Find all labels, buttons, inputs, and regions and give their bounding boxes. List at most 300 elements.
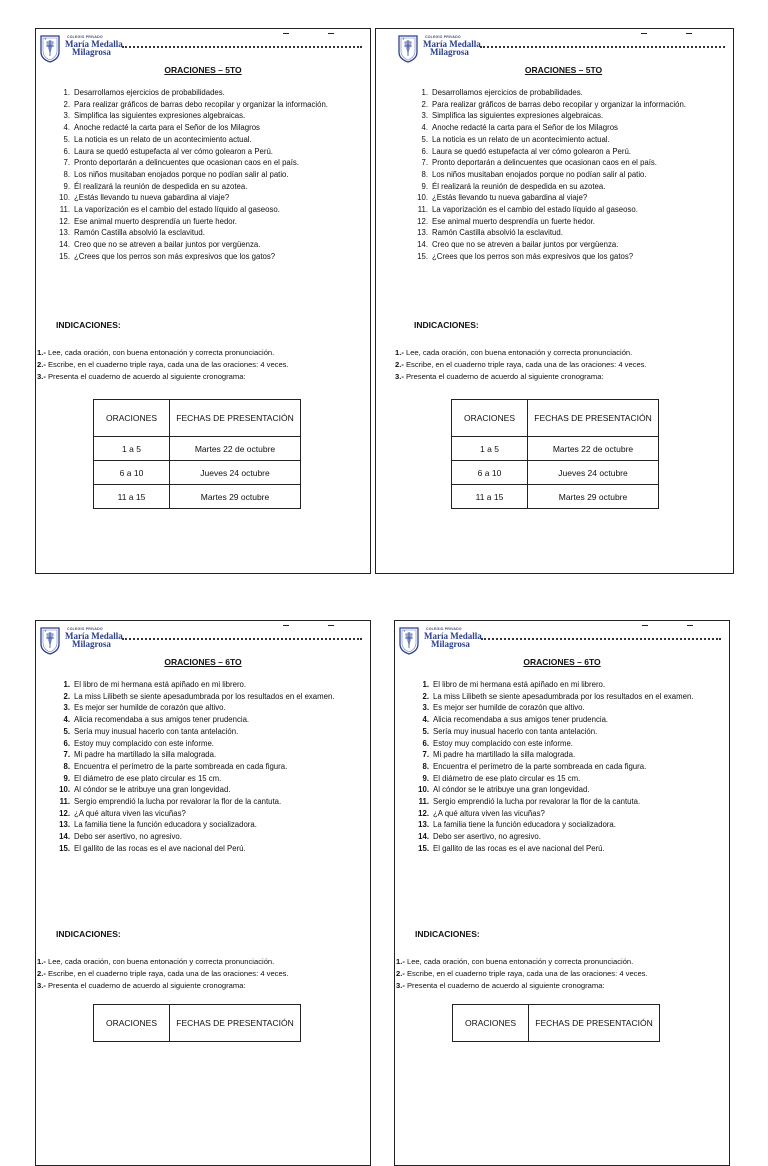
school-name-line1: María Medalla xyxy=(65,631,123,641)
sentence-number: 12. xyxy=(59,808,70,818)
school-name xyxy=(423,40,481,56)
sentence-text: Al cóndor se le atribuye una gran longevidad. xyxy=(74,785,231,795)
sentence-number: 7. xyxy=(421,158,428,168)
sentence-text: Creo que no se atreven a bailar juntos por vergüenza. xyxy=(432,240,619,250)
sentence-item xyxy=(56,87,362,99)
sentence-number: 10. xyxy=(418,785,429,795)
step-text: Presenta el cuaderno de acuerdo al siguiente cronograma: xyxy=(45,980,246,990)
sentence-item xyxy=(56,251,362,263)
sentence-text: Encuentra el perímetro de la parte sombreada en cada figura. xyxy=(433,761,647,771)
sentence-text: Ese animal muerto desprendía un fuerte hedor. xyxy=(432,216,595,226)
sentence-number: 1. xyxy=(63,680,70,689)
table-cell-date: Martes 29 octubre xyxy=(170,485,301,509)
col-header-oraciones: ORACIONES xyxy=(453,1005,529,1042)
sentence-item xyxy=(415,784,721,796)
sentence-text: Encuentra el perímetro de la parte sombreada en cada figura. xyxy=(74,761,288,771)
school-name-line2: Milagrosa xyxy=(431,639,470,649)
sentence-text: ¿Crees que los perros son más expresivos que los gatos? xyxy=(432,251,634,261)
sentence-number: 12. xyxy=(418,808,429,818)
sentence-number: 6. xyxy=(63,146,70,156)
sentence-number: 2. xyxy=(421,99,428,109)
sentence-item xyxy=(56,761,362,773)
table-header-row xyxy=(94,1005,301,1042)
sentence-item xyxy=(56,192,362,204)
sentence-number: 12. xyxy=(417,216,428,226)
sentence-text: Ramón Castilla absolvió la esclavitud. xyxy=(432,228,563,238)
sentence-item xyxy=(56,831,362,843)
sentence-text: Él realizará la reunión de despedida en su azotea. xyxy=(74,181,248,191)
school-header xyxy=(397,625,725,661)
sentence-text: Creo que no se atreven a bailar juntos por vergüenza. xyxy=(74,240,261,250)
indication-step xyxy=(396,968,727,980)
table-cell-range: 1 a 5 xyxy=(94,437,170,461)
sentence-text: La miss Lilibeth se siente apesadumbrada por los resultados en el examen. xyxy=(74,691,335,701)
dotted-line xyxy=(122,46,362,48)
school-name-line2: Milagrosa xyxy=(430,47,469,57)
sentence-number: 4. xyxy=(421,123,428,133)
svg-text:✦: ✦ xyxy=(44,629,47,633)
step-number: 3.- xyxy=(37,980,46,990)
school-type-label: COLEGIO PRIVADO xyxy=(426,627,462,631)
sentence-text: Pronto deportarán a delincuentes que ocasionan caos en el país. xyxy=(432,158,657,168)
school-crest-icon xyxy=(398,626,420,655)
worksheet-panel xyxy=(394,620,730,1166)
schedule-table xyxy=(451,399,659,509)
school-crest xyxy=(39,626,61,655)
table-cell-range: 6 a 10 xyxy=(452,461,528,485)
sentence-number: 9. xyxy=(421,181,428,191)
school-crest xyxy=(397,34,419,63)
worksheet-title: ORACIONES – 6TO xyxy=(164,657,242,667)
sentence-list xyxy=(414,87,725,263)
step-number: 3.- xyxy=(395,371,404,381)
sentence-number: 9. xyxy=(422,773,429,783)
sentence-text: Pronto deportarán a delincuentes que ocasionan caos en el país. xyxy=(74,158,299,168)
indication-step xyxy=(395,347,731,359)
sentence-text: Alicia recomendaba a sus amigos tener prudencia. xyxy=(74,715,250,725)
step-text: Escribe, en el cuaderno triple raya, cada una de las oraciones: 4 veces. xyxy=(404,968,648,978)
sentence-text: Anoche redacté la carta para el Señor de los Milagros xyxy=(74,123,260,133)
sentence-item xyxy=(56,691,362,703)
worksheet-title: ORACIONES – 5TO xyxy=(164,65,242,75)
sentence-number: 3. xyxy=(421,111,428,121)
sentence-number: 9. xyxy=(63,773,70,783)
school-name-line1: María Medalla xyxy=(423,39,481,49)
indication-step xyxy=(396,980,727,992)
svg-text:✦: ✦ xyxy=(402,37,405,41)
panel-divider xyxy=(375,28,394,574)
sentence-number: 10. xyxy=(417,193,428,203)
sentence-text: Él realizará la reunión de despedida en su azotea. xyxy=(432,181,606,191)
sentence-item xyxy=(56,227,362,239)
sentence-item xyxy=(415,726,721,738)
sentence-item xyxy=(415,773,721,785)
sentence-item xyxy=(415,679,721,691)
sentence-text: Anoche redacté la carta para el Señor de los Milagros xyxy=(432,123,618,133)
sentence-item xyxy=(56,796,362,808)
indications-heading: INDICACIONES: xyxy=(56,929,121,939)
sentence-item xyxy=(414,134,725,146)
sentence-item xyxy=(414,99,725,111)
sentence-text: ¿A qué altura viven las vicuñas? xyxy=(433,808,545,818)
sentence-number: 6. xyxy=(63,738,70,748)
indications-heading: INDICACIONES: xyxy=(414,320,479,330)
sentence-number: 5. xyxy=(422,726,429,736)
sentence-text: La vaporización es el cambio del estado líquido al gaseoso. xyxy=(74,205,280,215)
school-crest-icon xyxy=(39,34,61,63)
sentence-number: 1. xyxy=(63,88,70,97)
dotted-line xyxy=(122,638,362,640)
worksheet-panel xyxy=(35,28,371,574)
sentence-item xyxy=(56,819,362,831)
sentence-text: ¿Estás llevando tu nueva gabardina al viaje? xyxy=(74,193,230,203)
svg-text:✦: ✦ xyxy=(44,37,47,41)
table-cell-date: Jueves 24 octubre xyxy=(528,461,659,485)
sentence-item xyxy=(415,819,721,831)
sentence-text: Los niños musitaban enojados porque no podían salir al patio. xyxy=(74,169,289,179)
step-number: 2.- xyxy=(37,968,46,978)
sentence-item xyxy=(56,843,362,855)
sentence-text: Mi padre ha martillado la silla malograda. xyxy=(74,750,217,760)
sentence-item xyxy=(56,122,362,134)
sentence-number: 4. xyxy=(63,715,70,725)
sentence-number: 7. xyxy=(422,750,429,760)
school-header xyxy=(38,33,366,69)
sentence-item xyxy=(414,239,725,251)
sentence-item xyxy=(414,251,725,263)
school-header xyxy=(396,33,729,69)
sentence-item xyxy=(56,239,362,251)
sentence-number: 3. xyxy=(422,703,429,713)
school-name-line2: Milagrosa xyxy=(72,639,111,649)
sentence-number: 13. xyxy=(59,820,70,830)
sentence-number: 3. xyxy=(63,111,70,121)
sentence-text: Laura se quedó estupefacta al ver cómo golearon a Perú. xyxy=(74,146,273,156)
schedule-table xyxy=(452,1004,660,1042)
sentence-number: 7. xyxy=(63,158,70,168)
sentence-item xyxy=(414,216,725,228)
sentence-number: 5. xyxy=(63,134,70,144)
sentence-number: 8. xyxy=(422,761,429,771)
school-name-line1: María Medalla xyxy=(424,631,482,641)
sentence-text: El gallito de las rocas es el ave nacional del Perú. xyxy=(433,843,605,853)
sentence-item xyxy=(414,181,725,193)
table-cell-range: 1 a 5 xyxy=(452,437,528,461)
sentence-item xyxy=(56,738,362,750)
sentence-item xyxy=(415,831,721,843)
sentence-item xyxy=(56,169,362,181)
col-header-fechas: FECHAS DE PRESENTACIÓN xyxy=(529,1005,660,1042)
school-name-line2: Milagrosa xyxy=(72,47,111,57)
sentence-item xyxy=(414,192,725,204)
table-cell-range: 6 a 10 xyxy=(94,461,170,485)
school-header xyxy=(38,625,366,661)
sentence-text: ¿Estás llevando tu nueva gabardina al viaje? xyxy=(432,193,588,203)
table-cell-date: Martes 22 de octubre xyxy=(528,437,659,461)
sentence-text: El diámetro de ese plato circular es 15 cm. xyxy=(74,773,222,783)
sentence-item xyxy=(415,714,721,726)
col-header-oraciones: ORACIONES xyxy=(452,400,528,437)
sentence-number: 15. xyxy=(59,251,70,261)
sentence-number: 7. xyxy=(63,750,70,760)
sentence-list xyxy=(56,87,362,263)
sentence-text: Estoy muy complacido con este informe. xyxy=(433,738,573,748)
school-type-label: COLEGIO PRIVADO xyxy=(425,35,461,39)
svg-text:✦: ✦ xyxy=(403,629,406,633)
indications-list xyxy=(37,956,368,991)
sentence-item xyxy=(56,99,362,111)
sentence-list xyxy=(415,679,721,855)
sentence-text: ¿A qué altura viven las vicuñas? xyxy=(74,808,186,818)
sentence-number: 13. xyxy=(417,228,428,238)
step-number: 1.- xyxy=(396,957,405,966)
sentence-number: 10. xyxy=(59,193,70,203)
sentence-text: Sería muy inusual hacerlo con tanta antelación. xyxy=(433,726,598,736)
sentence-item xyxy=(414,157,725,169)
worksheet-panel xyxy=(394,28,734,574)
indication-step xyxy=(37,371,368,383)
sentence-text: La familia tiene la función educadora y socializadora. xyxy=(74,820,257,830)
indication-step xyxy=(37,347,368,359)
sentence-number: 2. xyxy=(422,691,429,701)
step-text: Lee, cada oración, con buena entonación y correcta pronunciación. xyxy=(403,348,633,357)
table-cell-range: 11 a 15 xyxy=(94,485,170,509)
school-crest-icon xyxy=(397,34,419,63)
sentence-number: 8. xyxy=(421,169,428,179)
sentence-number: 15. xyxy=(59,843,70,853)
sentence-text: Los niños musitaban enojados porque no podían salir al patio. xyxy=(432,169,647,179)
step-number: 1.- xyxy=(37,348,46,357)
sentence-text: Sergio emprendió la lucha por revalorar la flor de la cantuta. xyxy=(433,797,641,807)
table-row xyxy=(94,437,301,461)
sentence-text: Desarrollamos ejercicios de probabilidades. xyxy=(74,88,225,97)
sentence-number: 3. xyxy=(63,703,70,713)
table-header-row xyxy=(453,1005,660,1042)
sentence-item xyxy=(56,157,362,169)
sentence-text: Ramón Castilla absolvió la esclavitud. xyxy=(74,228,205,238)
sentence-item xyxy=(56,204,362,216)
school-name xyxy=(424,632,482,648)
sentence-item xyxy=(414,146,725,158)
sentence-item xyxy=(56,784,362,796)
sentence-number: 1. xyxy=(421,88,428,97)
school-type-label: COLEGIO PRIVADO xyxy=(67,35,103,39)
school-crest xyxy=(398,626,420,655)
sentence-text: Ese animal muerto desprendía un fuerte hedor. xyxy=(74,216,237,226)
sentence-item xyxy=(415,691,721,703)
sentence-item xyxy=(414,122,725,134)
table-row xyxy=(94,485,301,509)
sentence-item xyxy=(56,749,362,761)
sentence-item xyxy=(414,87,725,99)
sentence-text: ¿Crees que los perros son más expresivos que los gatos? xyxy=(74,251,276,261)
worksheet-title: ORACIONES – 6TO xyxy=(523,657,601,667)
sentence-number: 15. xyxy=(418,843,429,853)
step-text: Presenta el cuaderno de acuerdo al siguiente cronograma: xyxy=(404,980,605,990)
step-number: 2.- xyxy=(396,968,405,978)
sentence-number: 11. xyxy=(59,205,70,215)
sentence-number: 4. xyxy=(63,123,70,133)
dotted-line xyxy=(481,638,721,640)
sentence-text: Sería muy inusual hacerlo con tanta antelación. xyxy=(74,726,239,736)
sentence-text: Desarrollamos ejercicios de probabilidades. xyxy=(432,88,583,97)
step-number: 2.- xyxy=(37,359,46,369)
sentence-text: Para realizar gráficos de barras debo recopilar y organizar la información. xyxy=(74,99,328,109)
sentence-item xyxy=(56,702,362,714)
indication-step xyxy=(395,359,731,371)
sentence-text: El gallito de las rocas es el ave nacional del Perú. xyxy=(74,843,246,853)
sentence-item xyxy=(415,796,721,808)
sentence-item xyxy=(56,146,362,158)
step-text: Lee, cada oración, con buena entonación y correcta pronunciación. xyxy=(45,957,275,966)
table-cell-date: Martes 29 octubre xyxy=(528,485,659,509)
sentence-number: 14. xyxy=(59,832,70,842)
step-number: 1.- xyxy=(395,348,404,357)
sentence-number: 11. xyxy=(417,205,428,215)
sentence-item xyxy=(414,169,725,181)
schedule-table xyxy=(93,399,301,509)
col-header-oraciones: ORACIONES xyxy=(94,400,170,437)
school-crest xyxy=(39,34,61,63)
indications-list xyxy=(395,347,731,382)
worksheet-title: ORACIONES – 5TO xyxy=(524,65,603,75)
sentence-text: Debo ser asertivo, no agresivo. xyxy=(433,832,541,842)
sentence-item xyxy=(56,110,362,122)
table-header-row xyxy=(94,400,301,437)
sentence-text: La familia tiene la función educadora y socializadora. xyxy=(433,820,616,830)
sentence-item xyxy=(56,134,362,146)
step-number: 1.- xyxy=(37,957,46,966)
sentence-text: Alicia recomendaba a sus amigos tener prudencia. xyxy=(433,715,609,725)
sentence-item xyxy=(56,726,362,738)
indication-step xyxy=(37,968,368,980)
sentence-number: 10. xyxy=(59,785,70,795)
sentence-number: 9. xyxy=(63,181,70,191)
schedule-table xyxy=(93,1004,301,1042)
sentence-item xyxy=(56,216,362,228)
step-text: Escribe, en el cuaderno triple raya, cada una de las oraciones: 4 veces. xyxy=(403,359,647,369)
sentence-number: 1. xyxy=(422,680,429,689)
sentence-item xyxy=(415,702,721,714)
sentence-text: La noticia es un relato de un acontecimiento actual. xyxy=(74,134,252,144)
sentence-item xyxy=(56,181,362,193)
indications-list xyxy=(37,347,368,382)
sentence-text: Sergio emprendió la lucha por revalorar la flor de la cantuta. xyxy=(74,797,282,807)
indications-list xyxy=(396,956,727,991)
sentence-item xyxy=(415,843,721,855)
step-number: 3.- xyxy=(37,371,46,381)
school-name-line1: María Medalla xyxy=(65,39,123,49)
sentence-text: Simplifica las siguientes expresiones algebraicas. xyxy=(74,111,246,121)
indication-step xyxy=(37,956,368,968)
sentence-item xyxy=(414,204,725,216)
sentence-text: El diámetro de ese plato circular es 15 cm. xyxy=(433,773,581,783)
sentence-text: Al cóndor se le atribuye una gran longevidad. xyxy=(433,785,590,795)
sentence-number: 13. xyxy=(418,820,429,830)
dotted-line xyxy=(480,46,725,48)
table-row xyxy=(452,437,659,461)
table-cell-date: Martes 22 de octubre xyxy=(170,437,301,461)
worksheet-panel xyxy=(35,620,371,1166)
school-crest-icon xyxy=(39,626,61,655)
sentence-item xyxy=(415,761,721,773)
sentence-number: 13. xyxy=(59,228,70,238)
indication-step xyxy=(37,980,368,992)
sentence-item xyxy=(415,808,721,820)
sentence-number: 11. xyxy=(418,797,429,807)
step-number: 2.- xyxy=(395,359,404,369)
step-number: 3.- xyxy=(396,980,405,990)
indication-step xyxy=(37,359,368,371)
sentence-text: Mi padre ha martillado la silla malograda. xyxy=(433,750,576,760)
sentence-item xyxy=(56,808,362,820)
sentence-item xyxy=(56,714,362,726)
school-type-label: COLEGIO PRIVADO xyxy=(67,627,103,631)
table-header-row xyxy=(452,400,659,437)
col-header-oraciones: ORACIONES xyxy=(94,1005,170,1042)
indications-heading: INDICACIONES: xyxy=(415,929,480,939)
col-header-fechas: FECHAS DE PRESENTACIÓN xyxy=(528,400,659,437)
sentence-text: Estoy muy complacido con este informe. xyxy=(74,738,214,748)
sentence-number: 8. xyxy=(63,169,70,179)
sentence-text: El libro de mi hermana está apiñado en mi librero. xyxy=(433,680,606,689)
sentence-text: La noticia es un relato de un acontecimiento actual. xyxy=(432,134,610,144)
sentence-text: El libro de mi hermana está apiñado en mi librero. xyxy=(74,680,247,689)
indication-step xyxy=(395,371,731,383)
sentence-number: 6. xyxy=(421,146,428,156)
school-name xyxy=(65,632,123,648)
sentence-number: 4. xyxy=(422,715,429,725)
table-row xyxy=(452,485,659,509)
table-row xyxy=(452,461,659,485)
sentence-text: Debo ser asertivo, no agresivo. xyxy=(74,832,182,842)
sentence-number: 14. xyxy=(417,240,428,250)
sentence-number: 11. xyxy=(59,797,70,807)
sentence-list xyxy=(56,679,362,855)
sentence-item xyxy=(56,773,362,785)
sentence-number: 14. xyxy=(418,832,429,842)
step-text: Escribe, en el cuaderno triple raya, cada una de las oraciones: 4 veces. xyxy=(45,968,289,978)
indication-step xyxy=(396,956,727,968)
step-text: Lee, cada oración, con buena entonación y correcta pronunciación. xyxy=(404,957,634,966)
sentence-item xyxy=(415,749,721,761)
indications-heading: INDICACIONES: xyxy=(56,320,121,330)
sentence-number: 2. xyxy=(63,99,70,109)
table-row xyxy=(94,461,301,485)
sentence-number: 2. xyxy=(63,691,70,701)
sentence-text: Es mejor ser humilde de corazón que altivo. xyxy=(74,703,226,713)
sentence-text: Simplifica las siguientes expresiones algebraicas. xyxy=(432,111,604,121)
sentence-text: La miss Lilibeth se siente apesadumbrada por los resultados en el examen. xyxy=(433,691,694,701)
col-header-fechas: FECHAS DE PRESENTACIÓN xyxy=(170,1005,301,1042)
sentence-text: Es mejor ser humilde de corazón que altivo. xyxy=(433,703,585,713)
sentence-text: Para realizar gráficos de barras debo recopilar y organizar la información. xyxy=(432,99,686,109)
sentence-item xyxy=(414,110,725,122)
step-text: Presenta el cuaderno de acuerdo al siguiente cronograma: xyxy=(45,371,246,381)
table-cell-range: 11 a 15 xyxy=(452,485,528,509)
sentence-text: La vaporización es el cambio del estado líquido al gaseoso. xyxy=(432,205,638,215)
sentence-number: 5. xyxy=(421,134,428,144)
sentence-number: 8. xyxy=(63,761,70,771)
table-cell-date: Jueves 24 octubre xyxy=(170,461,301,485)
school-name xyxy=(65,40,123,56)
step-text: Escribe, en el cuaderno triple raya, cada una de las oraciones: 4 veces. xyxy=(45,359,289,369)
sentence-text: Laura se quedó estupefacta al ver cómo golearon a Perú. xyxy=(432,146,631,156)
sentence-number: 14. xyxy=(59,240,70,250)
step-text: Lee, cada oración, con buena entonación y correcta pronunciación. xyxy=(45,348,275,357)
col-header-fechas: FECHAS DE PRESENTACIÓN xyxy=(170,400,301,437)
sentence-number: 6. xyxy=(422,738,429,748)
